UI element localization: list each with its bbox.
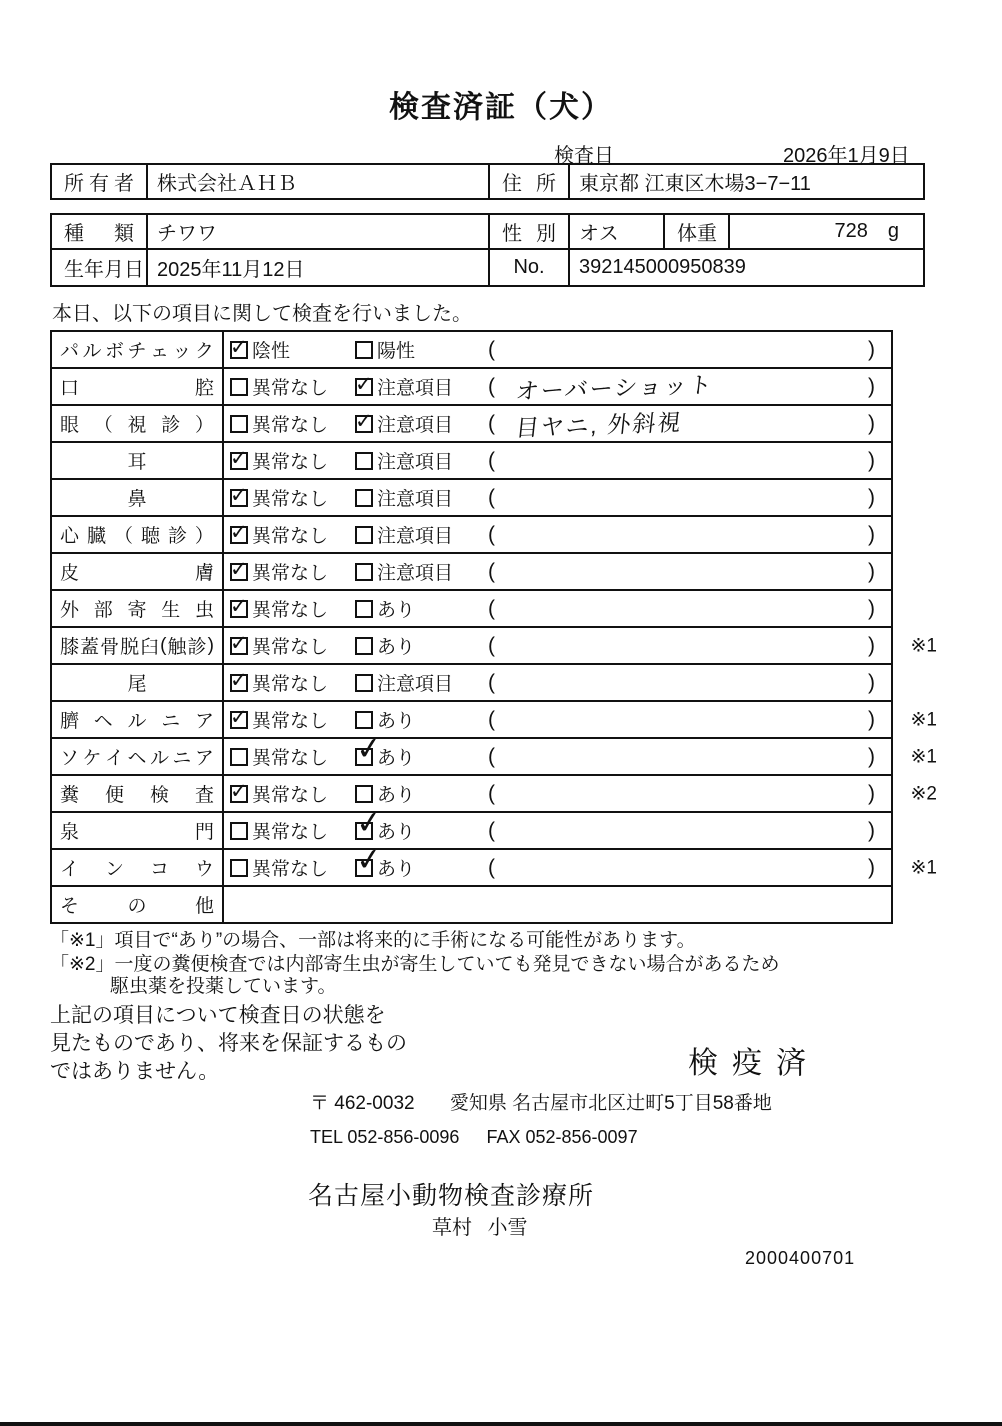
checkbox-icon [355, 563, 373, 581]
checkbox-icon [230, 637, 248, 655]
exam-option-2 [355, 665, 453, 700]
reference-mark: ※1 [910, 635, 937, 656]
exam-option-1-label: 異常なし [252, 452, 329, 473]
paren-close-icon: ) [868, 633, 875, 657]
weight-value: 728 [834, 220, 868, 242]
breed-value: チワワ [148, 215, 490, 248]
exam-row [52, 776, 937, 813]
breed-label: 種 類 [52, 215, 148, 248]
paren-close-icon: ) [868, 374, 875, 398]
birthdate-value: 2025年11月12日 [148, 250, 490, 285]
checkbox-icon [355, 600, 373, 618]
scan-edge-artifact [0, 1422, 1002, 1426]
exam-option-1 [230, 480, 328, 515]
clinic-postal-line [310, 1088, 772, 1115]
exam-row [52, 443, 891, 480]
exam-option-2-label: あり [377, 637, 416, 658]
exam-option-2 [355, 443, 453, 478]
disclaimer-statement [50, 1002, 407, 1086]
paren-close-icon: ) [868, 596, 875, 620]
exam-row [52, 887, 891, 922]
address-value: 東京都 江東区木場3−7−11 [579, 173, 811, 195]
checkbox-icon [230, 489, 248, 507]
paren-close-icon: ) [868, 670, 875, 694]
exam-option-1-label: 異常なし [252, 637, 329, 658]
reference-mark: ※2 [910, 783, 937, 804]
clinic-postal-code: 〒 462-0032 [310, 1093, 415, 1114]
exam-option-2-label: 注意項目 [377, 563, 454, 584]
quarantine-stamp: 検疫済 [688, 1047, 820, 1080]
exam-option-2 [355, 591, 415, 626]
address-label: 住 所 [490, 165, 570, 198]
paren-open-icon: ( [488, 633, 495, 657]
exam-option-1 [230, 554, 328, 589]
checkbox-icon [230, 452, 248, 470]
checkbox-icon [355, 674, 373, 692]
exam-row [52, 665, 891, 702]
exam-option-2 [355, 369, 453, 404]
checkbox-icon [355, 341, 373, 359]
handwritten-note: オーバーショット [514, 371, 716, 405]
checkbox-icon [355, 748, 373, 766]
exam-option-2-label: 注意項目 [377, 415, 454, 436]
exam-option-2 [355, 554, 453, 589]
disclaimer-line-3: ではありません。 [50, 1060, 220, 1083]
exam-item-label: 心 臓 （ 聴 診 ） [52, 517, 224, 552]
paren-close-icon: ) [868, 781, 875, 805]
exam-option-2-label: あり [377, 711, 416, 732]
clinic-fax: FAX 052-856-0097 [486, 1127, 638, 1147]
reference-mark: ※1 [910, 746, 937, 767]
paren-open-icon: ( [488, 855, 495, 879]
checkbox-icon [230, 415, 248, 433]
paren-open-icon: ( [488, 448, 495, 472]
exam-option-1-label: 異常なし [252, 785, 329, 806]
exam-option-2-label: 注意項目 [377, 489, 454, 510]
checkbox-icon [355, 785, 373, 803]
weight-value-cell [730, 215, 923, 248]
exam-table [50, 330, 937, 924]
exam-option-2-label: あり [377, 785, 416, 806]
exam-option-1 [230, 776, 328, 811]
exam-item-label: 尾 [52, 665, 224, 700]
no-value: 392145000950839 [579, 256, 746, 278]
footnote-2-continued: 駆虫薬を投薬しています。 [110, 976, 337, 997]
paren-open-icon: ( [488, 337, 495, 361]
exam-option-1-label: 異常なし [252, 748, 329, 769]
exam-item-label: 泉 門 [52, 813, 224, 848]
exam-option-2-label: あり [377, 600, 416, 621]
document-title: 検査済証（犬） [389, 91, 613, 124]
checkbox-icon [230, 859, 248, 877]
weight-label: 体 重 [665, 215, 730, 248]
disclaimer-line-2: 見たものであり、将来を保証するもの [50, 1032, 407, 1055]
exam-item-label: 眼 （ 視 診 ） [52, 406, 224, 441]
exam-row [52, 406, 891, 443]
paren-close-icon: ) [868, 559, 875, 583]
exam-option-1-label: 異常なし [252, 711, 329, 732]
checkbox-icon [230, 674, 248, 692]
exam-option-1 [230, 517, 328, 552]
exam-row [52, 332, 891, 369]
exam-option-1-label: 異常なし [252, 822, 329, 843]
inspection-date-label: 検査日 [554, 145, 614, 167]
checkbox-icon [230, 378, 248, 396]
exam-item-label: 皮 膚 [52, 554, 224, 589]
exam-option-2 [355, 628, 415, 663]
exam-option-1-label: 異常なし [252, 526, 329, 547]
checkbox-icon [230, 711, 248, 729]
checkbox-icon [355, 489, 373, 507]
exam-option-2 [355, 332, 415, 367]
reference-mark: ※1 [910, 857, 937, 878]
exam-option-1 [230, 813, 328, 848]
disclaimer-line-1: 上記の項目について検査日の状態を [50, 1004, 386, 1027]
inspection-date-value: 2026年1月9日 [783, 145, 910, 167]
clinic-tel-line [310, 1127, 638, 1148]
exam-row [52, 369, 891, 406]
intro-text: 本日、以下の項目に関して検査を行いました。 [52, 303, 472, 325]
exam-option-1 [230, 369, 328, 404]
exam-option-1 [230, 628, 328, 663]
serial-number: 2000400701 [745, 1248, 856, 1268]
exam-option-2-label: あり [377, 748, 416, 769]
exam-option-1 [230, 406, 328, 441]
checkbox-icon [230, 563, 248, 581]
paren-open-icon: ( [488, 818, 495, 842]
exam-item-label: ソ ケ イ ヘ ル ニ ア [52, 739, 224, 774]
paren-open-icon: ( [488, 596, 495, 620]
exam-item-label: 鼻 [52, 480, 224, 515]
exam-row [52, 554, 891, 591]
checkbox-icon [230, 600, 248, 618]
exam-option-1 [230, 443, 328, 478]
paren-close-icon: ) [868, 818, 875, 842]
paren-open-icon: ( [488, 707, 495, 731]
paren-close-icon: ) [868, 337, 875, 361]
exam-option-1-label: 異常なし [252, 859, 329, 880]
footnote-2: 「※2」一度の糞便検査では内部寄生虫が寄生していても発見できない場合があるため [50, 954, 780, 975]
paren-close-icon: ) [868, 411, 875, 435]
paren-close-icon: ) [868, 448, 875, 472]
exam-option-2-label: あり [377, 859, 416, 880]
exam-option-2-label: 注意項目 [377, 674, 454, 695]
exam-option-1 [230, 665, 328, 700]
checkbox-icon [355, 452, 373, 470]
paren-open-icon: ( [488, 374, 495, 398]
exam-option-1-label: 異常なし [252, 415, 329, 436]
exam-row [52, 739, 937, 776]
exam-option-2-label: 注意項目 [377, 526, 454, 547]
paren-open-icon: ( [488, 485, 495, 509]
veterinarian-name: 草村 小雪 [432, 1217, 528, 1239]
no-label: No. [490, 250, 570, 285]
owner-label: 所 有 者 [52, 165, 148, 198]
exam-item-label: 耳 [52, 443, 224, 478]
paren-close-icon: ) [868, 485, 875, 509]
paren-open-icon: ( [488, 744, 495, 768]
checkbox-icon [355, 822, 373, 840]
clinic-name: 名古屋小動物検査診療所 [308, 1182, 595, 1210]
checkbox-icon [355, 526, 373, 544]
exam-item-label: 口 腔 [52, 369, 224, 404]
owner-value: 株式会社ＡＨＢ [148, 165, 490, 198]
exam-row [52, 591, 891, 628]
exam-option-1 [230, 702, 328, 737]
exam-option-2-label: 注意項目 [377, 378, 454, 399]
exam-option-2-label: 注意項目 [377, 452, 454, 473]
exam-item-label: イ ン コ ウ [52, 850, 224, 885]
exam-option-2 [355, 739, 415, 774]
handwritten-note: 目ヤニ, 外斜視 [514, 409, 684, 441]
clinic-tel: TEL 052-856-0096 [310, 1127, 460, 1147]
checkbox-icon [355, 859, 373, 877]
exam-option-2 [355, 480, 453, 515]
exam-option-1-label: 異常なし [252, 489, 329, 510]
pet-info-table [50, 213, 925, 287]
paren-open-icon: ( [488, 670, 495, 694]
paren-close-icon: ) [868, 707, 875, 731]
exam-option-1-label: 異常なし [252, 563, 329, 584]
footnote-1: 「※1」項目で“あり”の場合、一部は将来的に手術になる可能性があります。 [50, 930, 696, 951]
exam-row [52, 628, 937, 665]
checkbox-icon [355, 378, 373, 396]
exam-option-2 [355, 517, 453, 552]
checkbox-icon [230, 748, 248, 766]
owner-table [50, 163, 925, 200]
sex-value: オス [570, 215, 665, 248]
reference-mark: ※1 [910, 709, 937, 730]
exam-option-1-label: 異常なし [252, 674, 329, 695]
exam-item-label: 外 部 寄 生 虫 [52, 591, 224, 626]
checkbox-icon [230, 526, 248, 544]
checkbox-icon [355, 637, 373, 655]
exam-row [52, 850, 937, 887]
exam-row [52, 702, 937, 739]
exam-option-2 [355, 406, 453, 441]
paren-close-icon: ) [868, 855, 875, 879]
paren-open-icon: ( [488, 781, 495, 805]
weight-unit: g [887, 220, 899, 242]
paren-close-icon: ) [868, 744, 875, 768]
paren-open-icon: ( [488, 522, 495, 546]
exam-item-label: 膝 蓋 骨 脱 臼 ( 触 診 ) [52, 628, 224, 663]
paren-open-icon: ( [488, 559, 495, 583]
sex-label: 性 別 [490, 215, 570, 248]
exam-option-2-label: 陽性 [377, 341, 416, 362]
exam-item-label: そ の 他 [52, 887, 224, 922]
clinic-address: 愛知県 名古屋市北区辻町5丁目58番地 [449, 1093, 772, 1114]
checkbox-icon [355, 711, 373, 729]
exam-item-label: パ ル ボ チ ェ ッ ク [52, 332, 224, 367]
exam-option-1 [230, 850, 328, 885]
exam-row [52, 813, 891, 850]
exam-option-1 [230, 591, 328, 626]
exam-option-1 [230, 739, 328, 774]
checkbox-icon [230, 341, 248, 359]
paren-close-icon: ) [868, 522, 875, 546]
checkbox-icon [230, 822, 248, 840]
exam-option-2 [355, 850, 415, 885]
exam-option-1 [230, 332, 290, 367]
checkbox-icon [230, 785, 248, 803]
exam-option-1-label: 異常なし [252, 600, 329, 621]
exam-option-1-label: 異常なし [252, 378, 329, 399]
exam-option-2-label: あり [377, 822, 416, 843]
exam-option-1-label: 陰性 [252, 341, 291, 362]
exam-item-label: 糞 便 検 査 [52, 776, 224, 811]
checkbox-icon [355, 415, 373, 433]
exam-row [52, 480, 891, 517]
birthdate-label: 生 年 月 日 [52, 250, 148, 285]
exam-row [52, 517, 891, 554]
paren-open-icon: ( [488, 411, 495, 435]
exam-item-label: 臍 ヘ ル ニ ア [52, 702, 224, 737]
